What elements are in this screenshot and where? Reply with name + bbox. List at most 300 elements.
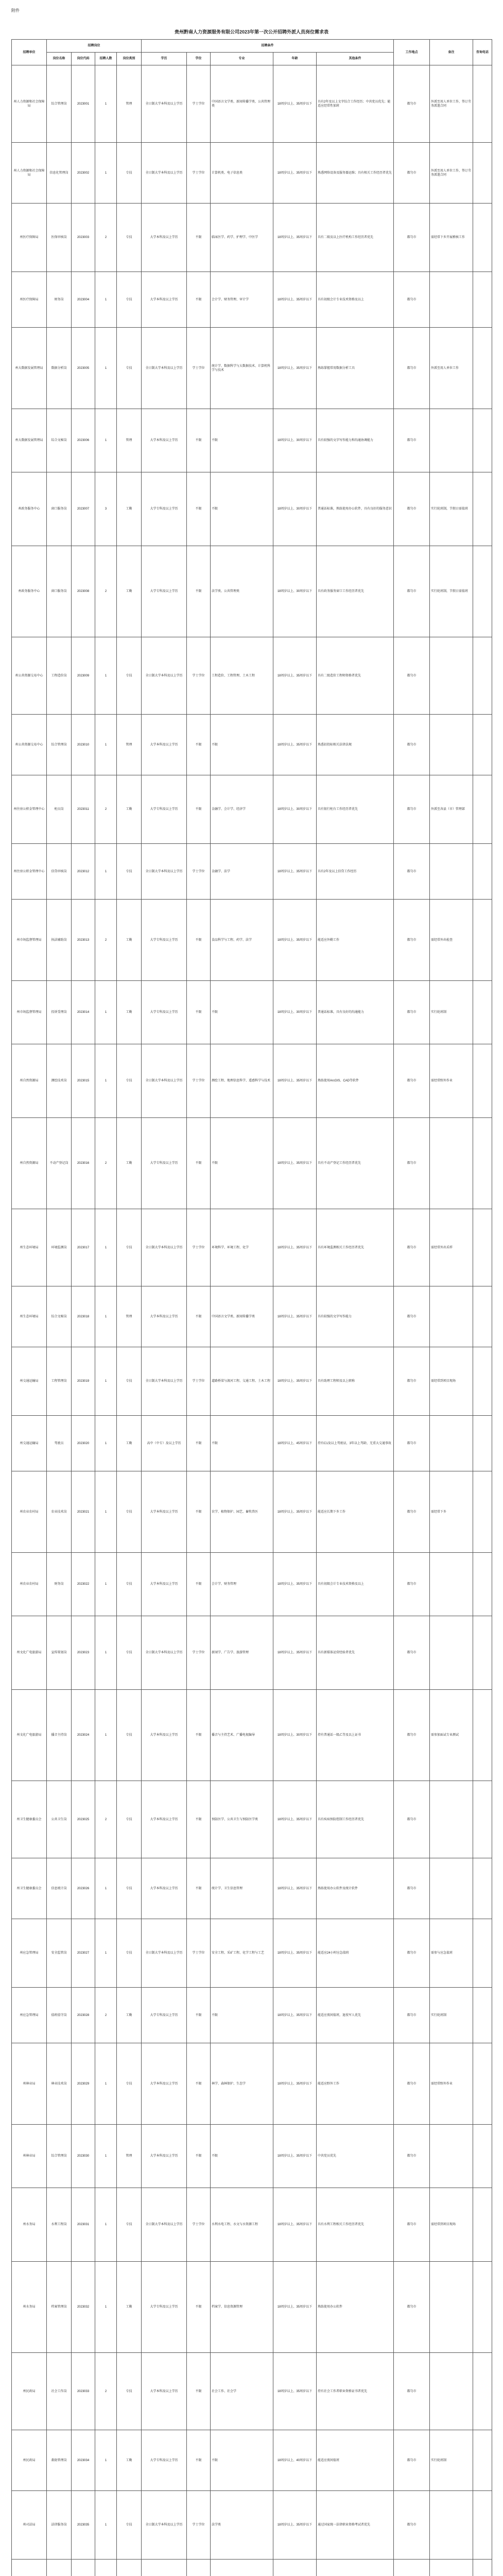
cell-place: 都匀市 [394,546,430,637]
cell-unit: 州文化广电旅游局 [12,1616,47,1690]
cell-code: 2023029 [72,2043,95,2125]
cell-unit: 州水务局 [12,2262,47,2353]
cell-degree [187,2560,211,2576]
cell-edu: 大学本科及以上学历 [142,1286,187,1347]
table-row [12,204,492,272]
cell-note: 实行轮班制，节假日需值班 [430,472,473,546]
table-row [12,409,492,472]
cell-edu: 全日制大学本科及以上学历 [142,2491,187,2560]
cell-count: 1 [95,143,117,204]
cell-major: 不限 [211,2430,273,2491]
cell-place: 都匀市 [394,775,430,844]
table-row [12,1781,492,1858]
cell-degree: 不限 [187,2262,211,2353]
cell-age [273,2560,317,2576]
cell-post: 不动产登记岗 [47,1118,72,1209]
cell-count: 2 [95,204,117,272]
cell-place: 都匀市 [394,844,430,900]
cell-code: 2023012 [72,844,95,900]
cell-note [430,637,473,715]
cell-other: 持有普通话一级乙等及以上证书 [317,1690,394,1781]
cell-count: 1 [95,2125,117,2188]
cell-contact [473,2262,492,2353]
cell-major: 道路桥梁与渡河工程、交通工程、土木工程 [211,1347,273,1416]
cell-degree: 学士学位 [187,143,211,204]
cell-note: 需经常野外作业 [430,2043,473,2125]
cell-major: 计算机类、电子信息类 [211,143,273,204]
cell-type: 工勤 [117,775,142,844]
page-title: 贵州黔南人力资源服务有限公司2023年第一次公开招聘外派人员岗位需求表 [174,29,329,35]
cell-edu: 全日制大学本科及以上学历 [142,637,187,715]
cell-type: 管理 [117,409,142,472]
header-unit: 招聘单位 [12,40,47,65]
cell-other: 具有新媒体运营经验者优先 [317,1616,394,1690]
cell-major: 新闻学、广告学、旅游管理 [211,1616,273,1690]
cell-age: 18周岁以上、35周岁以下 [273,1781,317,1858]
cell-place: 都匀市 [394,900,430,981]
cell-code: 2023034 [72,2430,95,2491]
cell-unit: 州生态环境局 [12,1286,47,1347]
cell-place: 都匀市 [394,409,430,472]
cell-unit: 州应急管理局 [12,1919,47,1988]
cell-type: 管理 [117,1286,142,1347]
cell-code: 2023033 [72,2353,95,2430]
cell-post: 水利工程岗 [47,2188,72,2262]
cell-edu: 大学本科及以上学历 [142,2353,187,2430]
cell-degree: 学士学位 [187,328,211,409]
cell-type: 专技 [117,1690,142,1781]
cell-edu: 大学专科及以上学历 [142,900,187,981]
cell-count: 1 [95,2491,117,2560]
cell-count: 1 [95,1286,117,1347]
cell-edu: 大学本科及以上学历 [142,2125,187,2188]
cell-age: 18周岁以上、35周岁以下 [273,2188,317,2262]
table-row [12,1690,492,1781]
cell-age: 18周岁以上、40周岁以下 [273,2430,317,2491]
cell-count: 1 [95,1471,117,1553]
cell-major: 水利水电工程、水文与水资源工程 [211,2188,273,2262]
table-row [12,65,492,143]
cell-place: 都匀市 [394,1471,430,1553]
cell-post: 柜员岗 [47,775,72,844]
cell-note: 需参加面试专业测试 [430,1690,473,1781]
cell-code: 2023008 [72,546,95,637]
cell-unit: 州交通运输局 [12,1416,47,1471]
cell-major: 安全工程、采矿工程、化学工程与工艺 [211,1919,273,1988]
cell-contact [473,1286,492,1347]
cell-note [430,272,473,328]
cell-contact [473,2125,492,2188]
cell-place: 都匀市 [394,2262,430,2353]
cell-contact [473,2188,492,2262]
cell-unit: 州林业局 [12,2125,47,2188]
cell-place: 都匀市 [394,981,430,1044]
cell-degree: 不限 [187,1118,211,1209]
cell-count: 2 [95,900,117,981]
cell-contact [473,2491,492,2560]
header-edu: 学历 [142,53,187,65]
cell-major: 食品科学与工程、药学、法学 [211,900,273,981]
cell-other: 能适应24小时应急值班 [317,1919,394,1988]
cell-code: 2023024 [72,1690,95,1781]
header-post: 岗位名称 [47,53,72,65]
cell-note: 实行轮班制，节假日需值班 [430,546,473,637]
cell-place: 都匀市 [394,1781,430,1858]
cell-post: 信贷审核岗 [47,844,72,900]
cell-contact [473,546,492,637]
cell-count: 1 [95,981,117,1044]
cell-note [430,2125,473,2188]
cell-unit: 州民政局 [12,2430,47,2491]
cell-age: 18周岁以上、35周岁以下 [273,328,317,409]
cell-age: 18周岁以上、30周岁以下 [273,775,317,844]
cell-age: 18周岁以上、35周岁以下 [273,2262,317,2353]
cell-contact [473,2430,492,2491]
table-body [12,65,492,2576]
cell-type: 管理 [117,65,142,143]
cell-other: 具有2年及以上文字综合工作经历；中共党员优先；能适应经常性加班 [317,65,394,143]
cell-major: 档案学、信息资源管理 [211,2262,273,2353]
cell-code: 2023030 [72,2125,95,2188]
table-row [12,2560,492,2576]
cell-count [95,2560,117,2576]
cell-degree: 不限 [187,900,211,981]
cell-post: 农业技术岗 [47,1471,72,1553]
cell-age: 18周岁以上、30周岁以下 [273,981,317,1044]
cell-contact [473,272,492,328]
cell-type: 专技 [117,204,142,272]
cell-count: 1 [95,409,117,472]
cell-type: 专技 [117,1471,142,1553]
cell-note [430,715,473,775]
header-row-groups [12,40,492,53]
table-row [12,715,492,775]
cell-place: 都匀市 [394,1416,430,1471]
table-row [12,1044,492,1118]
cell-other: 具有较强的文字写作能力和沟通协调能力 [317,409,394,472]
cell-contact [473,1919,492,1988]
cell-post: 播音主持岗 [47,1690,72,1781]
cell-age: 18周岁以上、35周岁以下 [273,1988,317,2043]
cell-count: 1 [95,2188,117,2262]
cell-code [72,2560,95,2576]
cell-other [317,2560,394,2576]
cell-unit: 州农业农村局 [12,1471,47,1553]
cell-age: 18周岁以上、35周岁以下 [273,1118,317,1209]
table-row [12,637,492,715]
cell-degree: 学士学位 [187,844,211,900]
cell-place: 都匀市 [394,637,430,715]
cell-code: 2023006 [72,409,95,472]
cell-post: 环境监测岗 [47,1209,72,1286]
positions-table [11,39,492,2576]
cell-code: 2023035 [72,2491,95,2560]
cell-degree: 不限 [187,409,211,472]
cell-degree: 不限 [187,2353,211,2430]
cell-edu: 全日制大学本科及以上学历 [142,143,187,204]
cell-count: 1 [95,2430,117,2491]
cell-count: 1 [95,272,117,328]
cell-count: 2 [95,2353,117,2430]
cell-type: 专技 [117,1919,142,1988]
cell-note [430,844,473,900]
cell-major: 不限 [211,472,273,546]
cell-post: 法律服务岗 [47,2491,72,2560]
cell-note [430,1858,473,1919]
cell-major: 环境科学、环境工程、化学 [211,1209,273,1286]
cell-edu: 大学专科及以上学历 [142,2262,187,2353]
cell-unit: 州人力资源和社会保障局 [12,143,47,204]
cell-post: 驾驶员 [47,1416,72,1471]
cell-contact [473,844,492,900]
cell-type: 工勤 [117,900,142,981]
cell-note: 实行轮班制 [430,2430,473,2491]
cell-post: 医保审核岗 [47,204,72,272]
cell-unit: 州民政局 [12,2353,47,2430]
cell-note: 外派至用人单位工作，签订劳务派遣合同 [430,143,473,204]
cell-note: 需经常到项目现场 [430,2188,473,2262]
cell-contact [473,1118,492,1209]
cell-count: 1 [95,1616,117,1690]
cell-age: 18周岁以上、35周岁以下 [273,143,317,204]
cell-degree: 不限 [187,981,211,1044]
cell-note [430,409,473,472]
cell-place: 都匀市 [394,1347,430,1416]
cell-post: 信息统计岗 [47,1858,72,1919]
cell-code: 2023026 [72,1858,95,1919]
cell-place: 都匀市 [394,1118,430,1209]
cell-code: 2023021 [72,1471,95,1553]
cell-code: 2023022 [72,1553,95,1616]
cell-note: 外派至用人单位工作 [430,328,473,409]
cell-unit: 州生态环境局 [12,1209,47,1286]
cell-place: 都匀市 [394,2043,430,2125]
cell-edu: 全日制大学本科及以上学历 [142,2188,187,2262]
cell-post: 工程造价岗 [47,637,72,715]
cell-age: 18周岁以上、30周岁以下 [273,472,317,546]
cell-note [430,2491,473,2560]
cell-unit: 州大数据发展管理局 [12,328,47,409]
cell-code: 2023005 [72,328,95,409]
cell-place [394,2560,430,2576]
attachment-label: 附件 [11,8,20,13]
cell-type: 工勤 [117,981,142,1044]
cell-contact [473,981,492,1044]
cell-type: 工勤 [117,1118,142,1209]
cell-other: 具有助理工程师及以上职称 [317,1347,394,1416]
cell-contact [473,1690,492,1781]
header-type: 岗位类别 [117,53,142,65]
cell-other: 具有水利工程相关工作经历者优先 [317,2188,394,2262]
cell-code: 2023001 [72,65,95,143]
cell-type: 专技 [117,328,142,409]
cell-count: 1 [95,1416,117,1471]
cell-edu: 全日制大学本科及以上学历 [142,1616,187,1690]
cell-other: 具有初级会计专业技术资格及以上 [317,272,394,328]
cell-edu: 大学专科及以上学历 [142,472,187,546]
cell-contact [473,1209,492,1286]
cell-degree: 不限 [187,1988,211,2043]
cell-place: 都匀市 [394,2491,430,2560]
cell-major: 金融学、法学 [211,844,273,900]
cell-post: 工程管理岗 [47,1347,72,1416]
cell-major: 播音与主持艺术、广播电视编导 [211,1690,273,1781]
cell-edu: 大学专科及以上学历 [142,546,187,637]
cell-degree: 学士学位 [187,637,211,715]
cell-contact [473,1416,492,1471]
header-contact: 咨询电话 [473,40,492,65]
cell-major: 不限 [211,1988,273,2043]
cell-edu [142,2560,187,2576]
cell-place: 都匀市 [394,1286,430,1347]
cell-place: 都匀市 [394,2430,430,2491]
cell-age: 18周岁以上、35周岁以下 [273,1553,317,1616]
cell-post: 公共卫生岗 [47,1781,72,1858]
cell-code: 2023004 [72,272,95,328]
cell-count: 1 [95,715,117,775]
cell-type: 专技 [117,1616,142,1690]
cell-edu: 大学本科及以上学历 [142,1858,187,1919]
cell-major: 预防医学、公共卫生与预防医学类 [211,1781,273,1858]
cell-other: 能适应夜间值班，退役军人优先 [317,1988,394,2043]
cell-other: 通过国家统一法律职业资格考试者优先 [317,2491,394,2560]
cell-age: 18周岁以上、35周岁以下 [273,1858,317,1919]
cell-count: 1 [95,1919,117,1988]
cell-unit: 州政务服务中心 [12,546,47,637]
cell-type: 专技 [117,1781,142,1858]
cell-note: 需经常野外作业 [430,1044,473,1118]
cell-code: 2023011 [72,775,95,844]
cell-count: 1 [95,1858,117,1919]
cell-place: 都匀市 [394,1988,430,2043]
cell-unit: 州市场监督管理局 [12,981,47,1044]
cell-place: 都匀市 [394,472,430,546]
cell-edu: 高中（中专）及以上学历 [142,1416,187,1471]
cell-age: 18周岁以上、30周岁以下 [273,546,317,637]
cell-age: 18周岁以上、35周岁以下 [273,1919,317,1988]
cell-edu: 大学本科及以上学历 [142,1781,187,1858]
cell-count: 2 [95,1781,117,1858]
cell-type: 专技 [117,2188,142,2262]
cell-age: 18周岁以上、35周岁以下 [273,1286,317,1347]
cell-place: 都匀市 [394,143,430,204]
cell-unit: 州医疗保障局 [12,204,47,272]
cell-type: 管理 [117,715,142,775]
cell-age: 18周岁以上、35周岁以下 [273,2125,317,2188]
cell-note [430,1286,473,1347]
cell-contact [473,1858,492,1919]
cell-degree: 不限 [187,272,211,328]
header-code: 岗位代码 [72,53,95,65]
cell-contact [473,1347,492,1416]
cell-note: 实行轮班制 [430,981,473,1044]
cell-post: 数据分析岗 [47,328,72,409]
cell-other: 熟悉网络设备及服务器运维；具有相关工作经历者优先 [317,143,394,204]
cell-post: 林业技术岗 [47,2043,72,2125]
cell-edu: 全日制大学本科及以上学历 [142,1044,187,1118]
cell-code: 2023027 [72,1919,95,1988]
cell-major: 会计学、财务管理 [211,1553,273,1616]
cell-unit: 州政务服务中心 [12,472,47,546]
cell-edu: 全日制大学本科及以上学历 [142,1347,187,1416]
cell-post: 社会工作岗 [47,2353,72,2430]
cell-other: 中共党员优先 [317,2125,394,2188]
cell-age: 18周岁以上、35周岁以下 [273,1044,317,1118]
cell-count: 3 [95,472,117,546]
cell-type: 工勤 [117,472,142,546]
table-row [12,1616,492,1690]
cell-contact [473,409,492,472]
cell-edu: 大学本科及以上学历 [142,2043,187,2125]
cell-post: 信息化管理岗 [47,143,72,204]
cell-type: 专技 [117,1209,142,1286]
cell-code: 2023015 [72,1044,95,1118]
cell-degree: 不限 [187,472,211,546]
cell-edu: 大学专科及以上学历 [142,2430,187,2491]
cell-other: 持有C1及以上驾驶证，3年以上驾龄，无重大交通事故 [317,1416,394,1471]
cell-degree: 学士学位 [187,2491,211,2560]
cell-age: 18周岁以上、45周岁以下 [273,1416,317,1471]
cell-post: 财务岗 [47,272,72,328]
table-row [12,2491,492,2560]
cell-post: 财务岗 [47,1553,72,1616]
cell-place: 都匀市 [394,1919,430,1988]
cell-code: 2023009 [72,637,95,715]
cell-code: 2023017 [72,1209,95,1286]
cell-other: 具有不动产登记工作经历者优先 [317,1118,394,1209]
cell-contact [473,900,492,981]
cell-code: 2023014 [72,981,95,1044]
cell-edu: 全日制大学本科及以上学历 [142,328,187,409]
cell-degree: 不限 [187,1553,211,1616]
cell-degree: 不限 [187,1690,211,1781]
cell-unit: 州交通运输局 [12,1347,47,1416]
cell-degree: 学士学位 [187,2188,211,2262]
cell-post: 综合管理岗 [47,715,72,775]
cell-edu: 全日制大学本科及以上学历 [142,844,187,900]
cell-major [211,2560,273,2576]
cell-code: 2023025 [72,1781,95,1858]
cell-type: 专技 [117,2491,142,2560]
cell-other: 具有二级及以上医疗机构工作经历者优先 [317,204,394,272]
cell-place: 都匀市 [394,2353,430,2430]
cell-place: 都匀市 [394,65,430,143]
cell-age: 18周岁以上、35周岁以下 [273,2043,317,2125]
cell-major: 法学类、公共管理类 [211,546,273,637]
cell-other: 具有疾病预防控制工作经历者优先 [317,1781,394,1858]
cell-post: 综合文秘岗 [47,1286,72,1347]
cell-degree: 不限 [187,715,211,775]
header-group-conditions: 招聘条件 [142,40,394,53]
cell-count: 1 [95,844,117,900]
cell-major: 工程造价、工程管理、土木工程 [211,637,273,715]
cell-note [430,1616,473,1690]
cell-type: 工勤 [117,2430,142,2491]
cell-type: 工勤 [117,1416,142,1471]
cell-other: 具有银行柜台工作经历者优先 [317,775,394,844]
cell-age: 18周岁以上、35周岁以下 [273,844,317,900]
cell-unit: 州大数据发展管理局 [12,409,47,472]
cell-major: 统计学、数据科学与大数据技术、计算机科学与技术 [211,328,273,409]
table-row [12,2353,492,2430]
cell-edu: 大学专科及以上学历 [142,1118,187,1209]
cell-post: 救助管理岗 [47,2430,72,2491]
table-row [12,2043,492,2125]
cell-post: 执法辅助岗 [47,900,72,981]
cell-note [430,2262,473,2353]
cell-contact [473,775,492,844]
cell-type: 专技 [117,1858,142,1919]
